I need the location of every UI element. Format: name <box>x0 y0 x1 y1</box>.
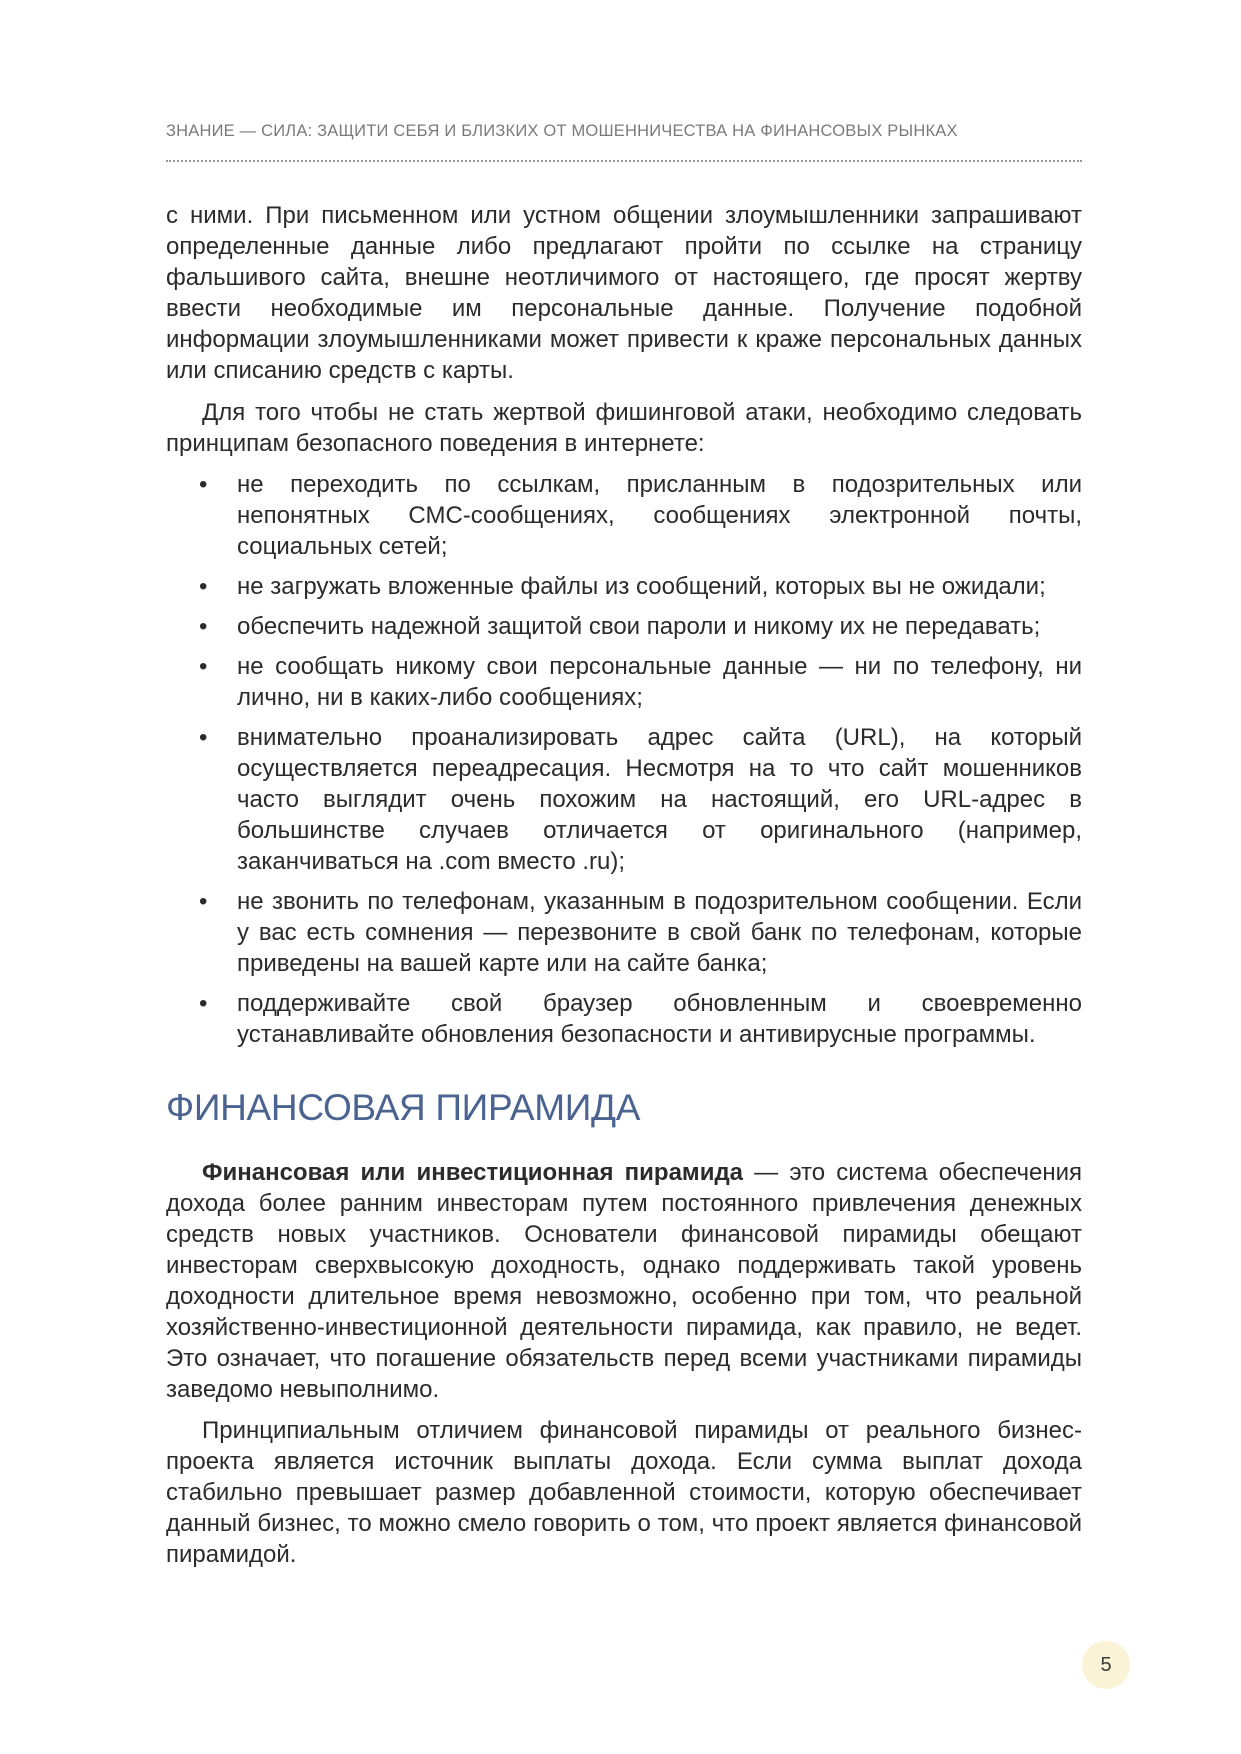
bullet-icon: • <box>199 613 208 640</box>
paragraph-intro: Для того чтобы не стать жертвой фишинговой атаки, необходимо следовать принципам безопасного поведения в интернете: <box>166 399 1082 457</box>
list-item-text: внимательно проанализировать адрес сайта (URL), на который осуществляется переадресация. Несмотря на то что сайт мошенников часто выглядит очень похожим на настоящий, его URL-адрес в большинстве случаев отличается от оригинального (например, заканчиваться на .com вместо .ru); <box>237 724 1082 875</box>
defined-term: Финансовая или инвестиционная пирамида <box>202 1159 744 1186</box>
bullet-icon: • <box>199 653 208 680</box>
bullet-icon: • <box>199 471 208 498</box>
list-item-text: обеспечить надежной защитой свои пароли и никому их не передавать; <box>237 613 1041 640</box>
bullet-icon: • <box>199 990 208 1017</box>
safety-rules-list <box>166 469 1082 1050</box>
list-item-text: не переходить по ссылкам, присланным в подозрительных или непонятных СМС-сообщениях, сообщениях электронной почты, социальных сетей; <box>237 471 1082 560</box>
paragraph-continuation: с ними. При письменном или устном общении злоумышленники запрашивают определенные данные либо предлагают пройти по ссылке на страницу фальшивого сайта, внешне неотличимого от настоящего, где просят жертву ввести необходимые им персональные данные. Получение подобной информации злоумышленниками может привести к краже персональных данных или списанию средств с карты. <box>166 202 1082 384</box>
list-item-text: не звонить по телефонам, указанным в подозрительном сообщении. Если у вас есть сомнения — перезвоните в свой банк по телефонам, которые приведены на вашей карте или на сайте банка; <box>237 888 1082 977</box>
list-item <box>166 571 1082 602</box>
bullet-icon: • <box>199 888 208 915</box>
list-item <box>166 988 1082 1050</box>
section-heading: ФИНАНСОВАЯ ПИРАМИДА <box>166 1087 641 1128</box>
definition-text: — это система обеспечения дохода более ранним инвесторам путем постоянного привлечения денежных средств новых участников. Основатели финансовой пирамиды обещают инвесторам сверхвысокую доходность, однако поддерживать такой уровень доходности длительное время невозможно, особенно при том, что реальной хозяйственно-инвестиционной деятельности пирамида, как правило, не ведет. Это означает, что погашение обязательств перед всеми участниками пирамиды заведомо невыполнимо. <box>166 1159 1082 1403</box>
paragraph-definition <box>166 1157 1082 1405</box>
list-item <box>166 886 1082 979</box>
bullet-icon: • <box>199 724 208 751</box>
list-item-text: не сообщать никому свои персональные данные — ни по телефону, ни лично, ни в каких-либо сообщениях; <box>237 653 1082 711</box>
running-header: ЗНАНИЕ — СИЛА: ЗАЩИТИ СЕБЯ И БЛИЗКИХ ОТ МОШЕННИЧЕСТВА НА ФИНАНСОВЫХ РЫНКАХ <box>166 122 958 140</box>
header-divider <box>166 160 1082 162</box>
paragraph-distinction: Принципиальным отличием финансовой пирамиды от реального бизнес-проекта является источник выплаты дохода. Если сумма выплат дохода стабильно превышает размер добавленной стоимости, которую обеспечивает данный бизнес, то можно смело говорить о том, что проект является финансовой пирамидой. <box>166 1417 1082 1568</box>
list-item <box>166 722 1082 877</box>
page-body <box>166 200 1082 1580</box>
list-item-text: не загружать вложенные файлы из сообщений, которых вы не ожидали; <box>237 573 1046 600</box>
page-number: 5 <box>1082 1641 1130 1689</box>
list-item <box>166 469 1082 562</box>
list-item <box>166 611 1082 642</box>
bullet-icon: • <box>199 573 208 600</box>
list-item <box>166 651 1082 713</box>
list-item-text: поддерживайте свой браузер обновленным и своевременно устанавливайте обновления безопасности и антивирусные программы. <box>237 990 1082 1048</box>
